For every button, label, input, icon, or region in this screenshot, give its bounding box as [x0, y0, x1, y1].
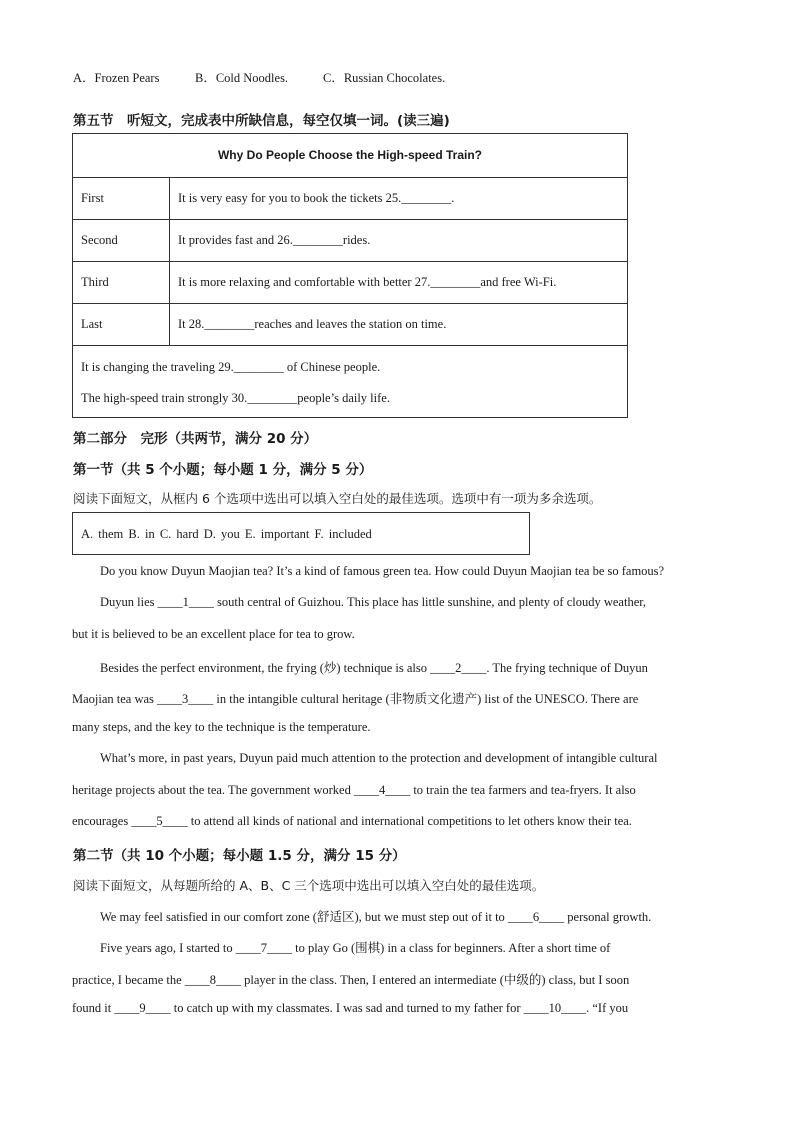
row-label: Last: [81, 317, 103, 331]
summary-line: It is changing the traveling 29.________ of Chinese people.: [81, 360, 381, 374]
passage-line: but it is believed to be an excellent place for tea to grow.: [72, 627, 355, 641]
summary-line: The high-speed train strongly 30.________people’s daily life.: [81, 391, 390, 405]
section1-instruction: 阅读下面短文，从框内 6 个选项中选出可以填入空白处的最佳选项。选项中有一项为多余选项。: [73, 491, 602, 506]
passage-line: practice, I became the ____8____ player in the class. Then, I entered an intermediate (中级的) class, but I soon: [72, 973, 630, 987]
row-text: It 28.________reaches and leaves the station on time.: [178, 317, 447, 331]
option-b: B．Cold Noodles.: [195, 71, 289, 85]
table-title: Why Do People Choose the High-speed Train?: [217, 148, 483, 162]
passage-line: many steps, and the key to the technique is the temperature.: [72, 720, 371, 734]
section2-instruction: 阅读下面短文，从每题所给的 A、B、C 三个选项中选出可以填入空白处的最佳选项。: [73, 878, 545, 893]
section5-heading: 第五节 听短文，完成表中所缺信息，每空仅填一词。(读三遍): [73, 113, 450, 129]
table-row: [73, 261, 627, 303]
option-c: C．Russian Chocolates.: [323, 71, 446, 85]
passage-line: What’s more, in past years, Duyun paid much attention to the protection and development of intangible cultural: [100, 751, 658, 765]
row-text: It is very easy for you to book the tickets 25.________.: [178, 191, 455, 205]
passage-line: Duyun lies ____1____ south central of Guizhou. This place has little sunshine, and plenty of cloudy weather,: [100, 595, 647, 609]
option-word-box: [72, 512, 530, 555]
row-text: It is more relaxing and comfortable with better 27.________and free Wi-Fi.: [178, 275, 557, 289]
row-label: Third: [81, 275, 109, 289]
word-options: A. them B. in C. hard D. you E. important F. included: [81, 527, 372, 541]
passage-line: Besides the perfect environment, the frying (炒) technique is also ____2____. The frying technique of Duyun: [100, 661, 648, 675]
row-label: First: [81, 191, 104, 205]
passage-line: found it ____9____ to catch up with my classmates. I was sad and turned to my father for ____10____. “If you: [72, 1001, 629, 1015]
info-table: [72, 133, 628, 418]
row-text: It provides fast and 26.________rides.: [178, 233, 371, 247]
passage-line: heritage projects about the tea. The government worked ____4____ to train the tea farmers and tea-fryers. It also: [72, 783, 636, 797]
table-summary-row: [73, 345, 627, 419]
table-row: [73, 303, 627, 345]
row-label: Second: [81, 233, 118, 247]
previous-question-options: [73, 68, 445, 86]
table-row: [73, 219, 627, 261]
passage-line: We may feel satisfied in our comfort zone (舒适区), but we must step out of it to ____6____ personal growth.: [100, 910, 652, 924]
passage-line: Maojian tea was ____3____ in the intangible cultural heritage (非物质文化遗产) list of the UNESCO. There are: [72, 692, 639, 706]
option-a: A．Frozen Pears: [73, 71, 160, 85]
table-row: [73, 177, 627, 219]
part2-section2-heading: 第二节（共 10 个小题；每小题 1.5 分，满分 15 分）: [73, 848, 406, 864]
passage-line: Do you know Duyun Maojian tea? It’s a kind of famous green tea. How could Duyun Maojian tea be so famous?: [100, 564, 665, 578]
part2-section1-heading: 第一节（共 5 个小题；每小题 1 分，满分 5 分）: [73, 462, 373, 478]
part2-heading: 第二部分 完形（共两节，满分 20 分）: [73, 431, 318, 447]
passage-line: encourages ____5____ to attend all kinds of national and international competitions to let others know their tea.: [72, 814, 632, 828]
passage-line: Five years ago, I started to ____7____ to play Go (围棋) in a class for beginners. After a short time of: [100, 941, 611, 955]
